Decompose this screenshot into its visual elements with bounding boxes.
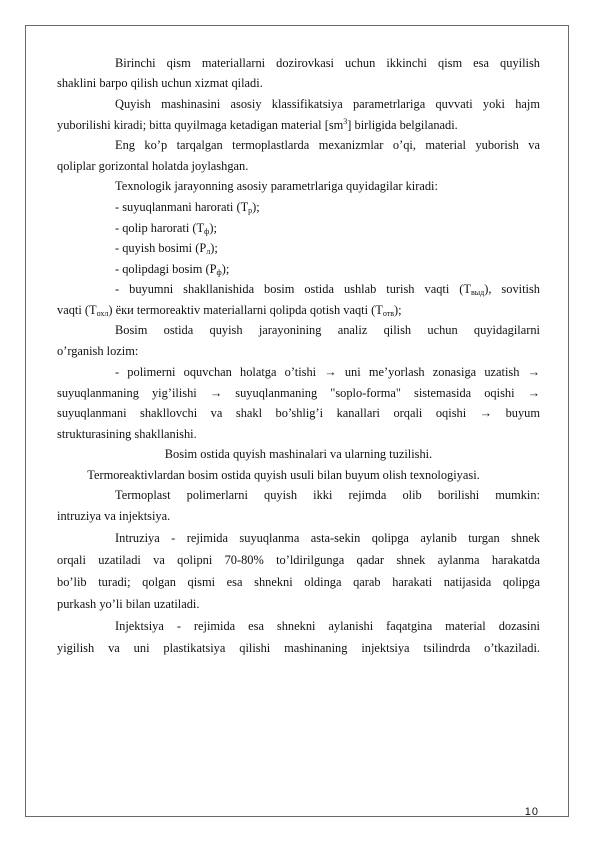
- paragraph-8-line-1: Intruziya - rejimida suyuqlanma asta-sekin qolipga aylanib turgan shnek: [115, 531, 540, 545]
- list-item-mold-pressure: - qolipdagi bosim $(P_ф)$;: [115, 262, 230, 277]
- paragraph-7-line-2: intruziya va injektsiya.: [57, 509, 171, 523]
- list-item-mold-temperature: - qolip harorati $(T_ф)$;: [115, 221, 217, 236]
- paragraph-2-line-1: Quyish mashinasini asosiy klassifikatsiya parametrlariga quvvati yoki hajm: [115, 97, 540, 111]
- paragraph-4-line-1: Texnologik jarayonning asosiy parametrlariga quyidagilar kiradi:: [115, 179, 438, 193]
- paragraph-1-line-1: Birinchi qism materiallarni dozirovkasi uchun ikkinchi qism esa quyilish: [115, 56, 540, 70]
- list-item-times-line-1: - buyumni shakllanishida bosim ostida ushlab turish vaqti $(T_{выд})$, sovitish: [115, 282, 540, 297]
- paragraph-9-line-2: yigilish va uni plastikatsiya qilishi mashinaning injektsiya tsilindrda o’tkaziladi.: [57, 641, 540, 655]
- section-heading-2: Termoreaktivlardan bosim ostida quyish usuli bilan buyum olish texnologiyasi.: [87, 468, 480, 482]
- paragraph-7-line-1: Termoplast polimerlarni quyish ikki rejimda olib borilishi mumkin:: [115, 488, 540, 502]
- paragraph-8-line-3: bo’lib turadi; qolgan qismi esa shnekni oldinga qarab harakati natijasida qolipga: [57, 575, 540, 589]
- paragraph-3-line-1: Eng ko’p tarqalgan termoplastlarda mexanizmlar o’qi, material yuborish va: [115, 138, 540, 152]
- list-item-times-line-2: vaqti $(T_{охл})$ ёки termoreaktiv materiallarni qolipda qotish vaqti $(T_{отв})$;: [57, 303, 402, 318]
- paragraph-8-line-4: purkash yo’li bilan uzatiladi.: [57, 597, 200, 611]
- section-heading-1: Bosim ostida quyish mashinalari va ularning tuzilishi.: [164, 447, 433, 461]
- list-item-melt-temperature: - suyuqlanmani harorati $(T_p)$;: [115, 200, 260, 215]
- list-item-injection-pressure: - quyish bosimi $(P_л)$;: [115, 241, 218, 256]
- paragraph-9-line-1: Injektsiya - rejimida esa shnekni aylanishi faqatgina material dozasini: [115, 619, 540, 633]
- paragraph-6-line-1: - polimerni oquvchan holatga o’tishi → uni me’yorlash zonasiga uzatish →: [115, 365, 540, 379]
- paragraph-1-line-2: shaklini barpo qilish uchun xizmat qiladi.: [57, 76, 263, 90]
- paragraph-6-line-4: strukturasining shakllanishi.: [57, 427, 197, 441]
- paragraph-8-line-2: orqali uzatiladi va qolipni 70-80% to’ldirilgunga qadar shnek aylanma harakatda: [57, 553, 540, 567]
- paragraph-3-line-2: qoliplar gorizontal holatda joylashgan.: [57, 159, 249, 173]
- paragraph-6-line-2: suyuqlanmaning yig’ilishi → suyuqlanmaning "soplo-forma" sistemasida oqishi →: [57, 386, 540, 400]
- paragraph-5-line-2: o’rganish lozim:: [57, 344, 139, 358]
- paragraph-2-line-2: yuborilishi kiradi; bitta quyilmaga ketadigan material $[sm^3]$ birligida belgilanadi.: [57, 117, 458, 132]
- paragraph-5-line-1: Bosim ostida quyish jarayonining analiz qilish uchun quyidagilarni: [115, 323, 540, 337]
- paragraph-6-line-3: suyuqlanmani shakllovchi va shakl bo’shlig’i kanallari orqali oqishi → buyum: [57, 406, 540, 420]
- page-number: 10: [524, 806, 539, 818]
